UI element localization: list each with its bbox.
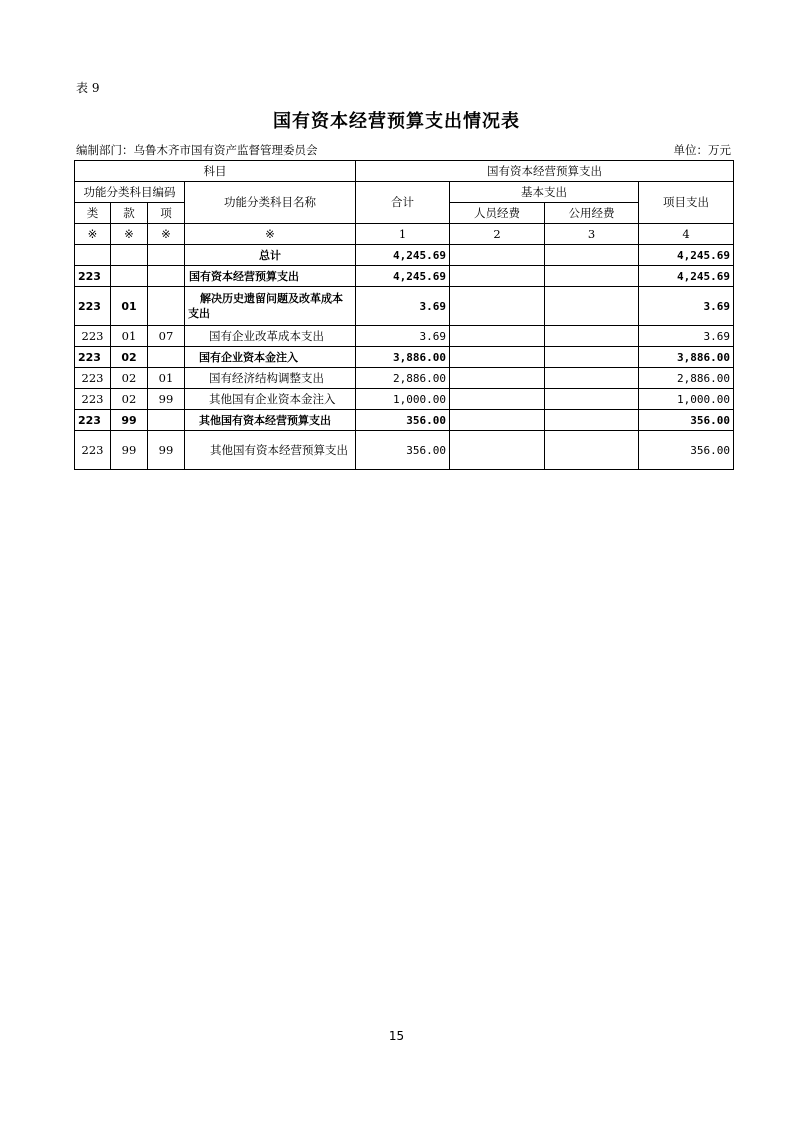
project-value: 2,886.00 xyxy=(639,368,734,389)
code-kuan xyxy=(111,245,148,266)
table-row xyxy=(75,389,734,410)
table-row xyxy=(75,266,734,287)
project-value: 3,886.00 xyxy=(639,347,734,368)
code-xiang: 99 xyxy=(148,431,185,470)
code-kuan: 02 xyxy=(111,368,148,389)
total-value: 356.00 xyxy=(356,431,450,470)
code-xiang xyxy=(148,245,185,266)
public-value xyxy=(545,368,639,389)
total-value: 4,245.69 xyxy=(356,266,450,287)
total-value: 3.69 xyxy=(356,287,450,326)
unit-label: 单位：万元 xyxy=(673,143,731,157)
code-kuan: 01 xyxy=(111,287,148,326)
header-project-expenditure: 项目支出 xyxy=(639,182,734,224)
marker-cell: 3 xyxy=(545,224,639,245)
marker-cell: ※ xyxy=(111,224,148,245)
code-lei: 223 xyxy=(75,326,111,347)
code-lei: 223 xyxy=(75,287,111,326)
header-subject-name: 功能分类科目名称 xyxy=(185,182,356,224)
table-number-label: 表 9 xyxy=(76,81,100,95)
header-row-2 xyxy=(75,182,734,203)
code-xiang: 01 xyxy=(148,368,185,389)
subject-name: 国有企业资本金注入 xyxy=(185,347,356,368)
header-code-group: 功能分类科目编码 xyxy=(75,182,185,203)
subject-name: 总计 xyxy=(185,245,356,266)
code-xiang xyxy=(148,266,185,287)
marker-cell: ※ xyxy=(185,224,356,245)
subject-name: 其他国有资本经营预算支出 xyxy=(185,410,356,431)
total-value: 2,886.00 xyxy=(356,368,450,389)
public-value xyxy=(545,287,639,326)
page-number: 15 xyxy=(388,1029,405,1043)
code-xiang: 07 xyxy=(148,326,185,347)
table-row xyxy=(75,287,734,326)
personnel-value xyxy=(450,389,545,410)
department-label: 编制部门：乌鲁木齐市国有资产监督管理委员会 xyxy=(76,143,318,157)
project-value: 3.69 xyxy=(639,326,734,347)
page-title: 国有资本经营预算支出情况表 xyxy=(273,111,520,132)
personnel-value xyxy=(450,245,545,266)
code-kuan xyxy=(111,266,148,287)
personnel-value xyxy=(450,431,545,470)
code-xiang xyxy=(148,410,185,431)
personnel-value xyxy=(450,287,545,326)
project-value: 3.69 xyxy=(639,287,734,326)
code-lei: 223 xyxy=(75,389,111,410)
marker-cell: 4 xyxy=(639,224,734,245)
subject-name: 国有经济结构调整支出 xyxy=(185,368,356,389)
code-lei: 223 xyxy=(75,368,111,389)
header-subject: 科目 xyxy=(75,161,356,182)
total-value: 1,000.00 xyxy=(356,389,450,410)
code-xiang xyxy=(148,287,185,326)
personnel-value xyxy=(450,410,545,431)
project-value: 356.00 xyxy=(639,410,734,431)
header-personnel: 人员经费 xyxy=(450,203,545,224)
header-row-1 xyxy=(75,161,734,182)
header-kuan: 款 xyxy=(111,203,148,224)
public-value xyxy=(545,266,639,287)
marker-cell: 2 xyxy=(450,224,545,245)
marker-cell: 1 xyxy=(356,224,450,245)
budget-expenditure-table xyxy=(74,160,734,470)
subject-name: 其他国有资本经营预算支出 xyxy=(185,431,356,470)
public-value xyxy=(545,389,639,410)
code-lei: 223 xyxy=(75,410,111,431)
marker-cell: ※ xyxy=(148,224,185,245)
code-lei xyxy=(75,245,111,266)
code-kuan: 99 xyxy=(111,431,148,470)
personnel-value xyxy=(450,266,545,287)
public-value xyxy=(545,347,639,368)
subject-name: 国有企业改革成本支出 xyxy=(185,326,356,347)
header-total: 合计 xyxy=(356,182,450,224)
table-row xyxy=(75,326,734,347)
subject-name: 其他国有企业资本金注入 xyxy=(185,389,356,410)
marker-cell: ※ xyxy=(75,224,111,245)
public-value xyxy=(545,410,639,431)
header-public: 公用经费 xyxy=(545,203,639,224)
table-row xyxy=(75,368,734,389)
total-value: 3.69 xyxy=(356,326,450,347)
table-row xyxy=(75,245,734,266)
code-xiang xyxy=(148,347,185,368)
marker-row xyxy=(75,224,734,245)
total-value: 3,886.00 xyxy=(356,347,450,368)
code-kuan: 99 xyxy=(111,410,148,431)
code-lei: 223 xyxy=(75,347,111,368)
project-value: 4,245.69 xyxy=(639,245,734,266)
code-lei: 223 xyxy=(75,431,111,470)
header-lei: 类 xyxy=(75,203,111,224)
personnel-value xyxy=(450,368,545,389)
project-value: 356.00 xyxy=(639,431,734,470)
total-value: 356.00 xyxy=(356,410,450,431)
public-value xyxy=(545,245,639,266)
personnel-value xyxy=(450,326,545,347)
code-kuan: 01 xyxy=(111,326,148,347)
total-value: 4,245.69 xyxy=(356,245,450,266)
project-value: 4,245.69 xyxy=(639,266,734,287)
subject-name: 国有资本经营预算支出 xyxy=(185,266,356,287)
project-value: 1,000.00 xyxy=(639,389,734,410)
header-basic-expenditure: 基本支出 xyxy=(450,182,639,203)
code-kuan: 02 xyxy=(111,347,148,368)
code-lei: 223 xyxy=(75,266,111,287)
table-row xyxy=(75,410,734,431)
header-expenditure-group: 国有资本经营预算支出 xyxy=(356,161,734,182)
header-xiang: 项 xyxy=(148,203,185,224)
public-value xyxy=(545,326,639,347)
table-row xyxy=(75,431,734,470)
subject-name: 解决历史遗留问题及改革成本支出 xyxy=(185,287,356,326)
code-kuan: 02 xyxy=(111,389,148,410)
public-value xyxy=(545,431,639,470)
table-row xyxy=(75,347,734,368)
personnel-value xyxy=(450,347,545,368)
code-xiang: 99 xyxy=(148,389,185,410)
